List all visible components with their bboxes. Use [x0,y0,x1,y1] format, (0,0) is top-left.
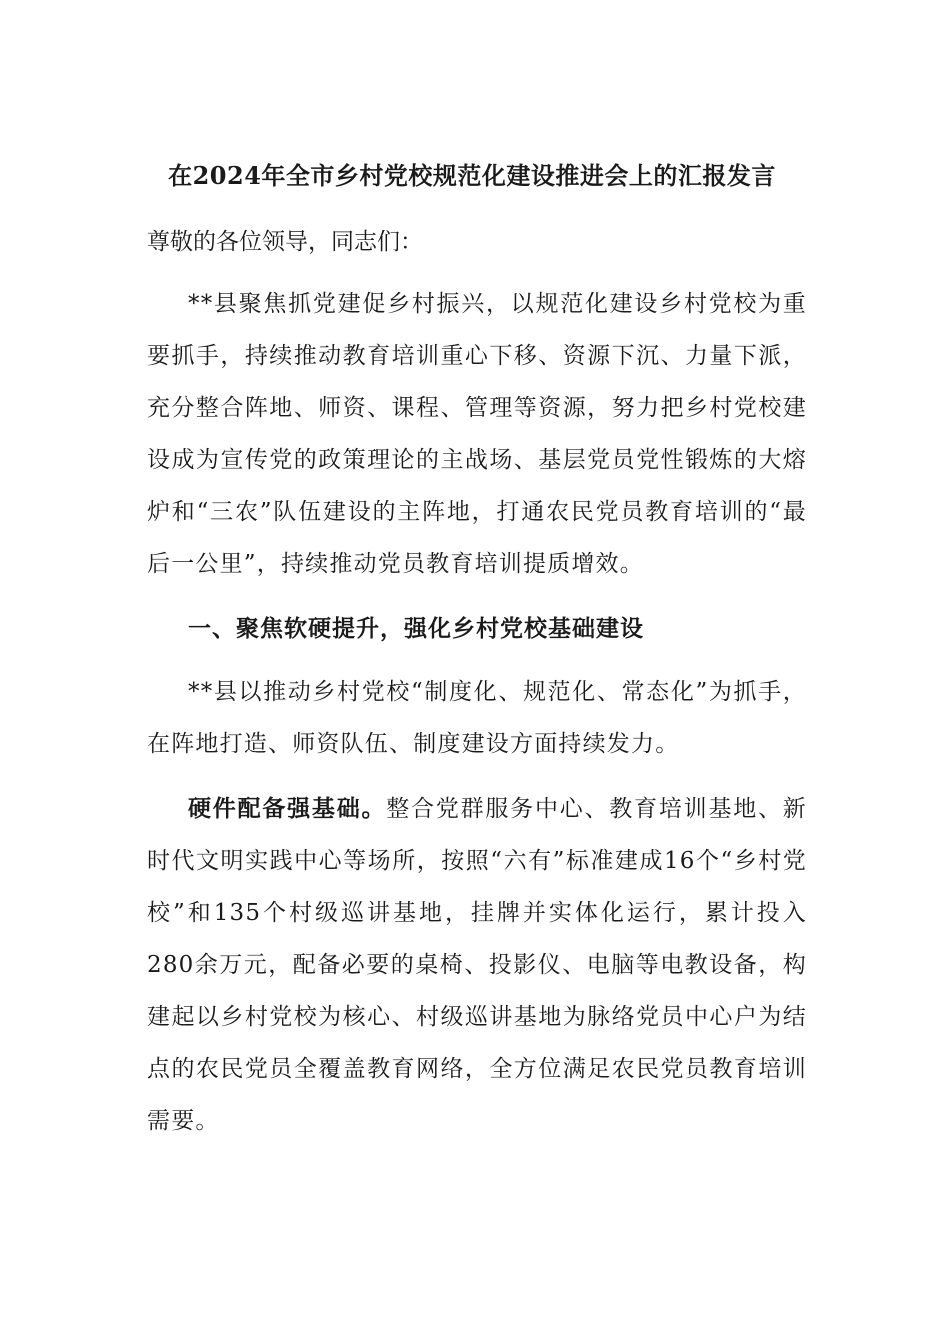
hardware-paragraph [147,783,807,1147]
section-heading: 一、聚焦软硬提升，强化乡村党校基础建设 [188,615,644,642]
paragraph-lead: 硬件配备强基础。 [188,795,387,822]
salutation: 尊敬的各位领导，同志们： [147,229,423,255]
document-page [147,150,807,1160]
intro-paragraph: **县聚焦抓党建促乡村振兴，以规范化建设乡村党校为重要抓手，持续推动教育培训重心下移、资源下沉、力量下派，充分整合阵地、师资、课程、管理等资源，努力把乡村党校建设成为宣传党的政策理论的主战场、基层党员党性锻炼的大熔炉和“三农”队伍建设的主阵地，打通农民党员教育培训的“最后一公里”，持续推动党员教育培训提质增效。 [147,291,807,577]
paragraph-body: 整合党群服务中心、教育培训基地、新时代文明实践中心等场所，按照“六有”标准建成16个“乡村党校”和135个村级巡讲基地，挂牌并实体化运行，累计投入280余万元，配备必要的桌椅、投影仪、电脑等电教设备，构建起以乡村党校为核心、村级巡讲基地为脉络党员中心户为结点的农民党员全覆盖教育网络，全方位满足农民党员教育培训需要。 [147,796,807,1134]
section-intro-paragraph: **县以推动乡村党校“制度化、规范化、常态化”为抓手，在阵地打造、师资队伍、制度建设方面持续发力。 [147,679,807,757]
document-title: 在2024年全市乡村党校规范化建设推进会上的汇报发言 [168,161,776,190]
